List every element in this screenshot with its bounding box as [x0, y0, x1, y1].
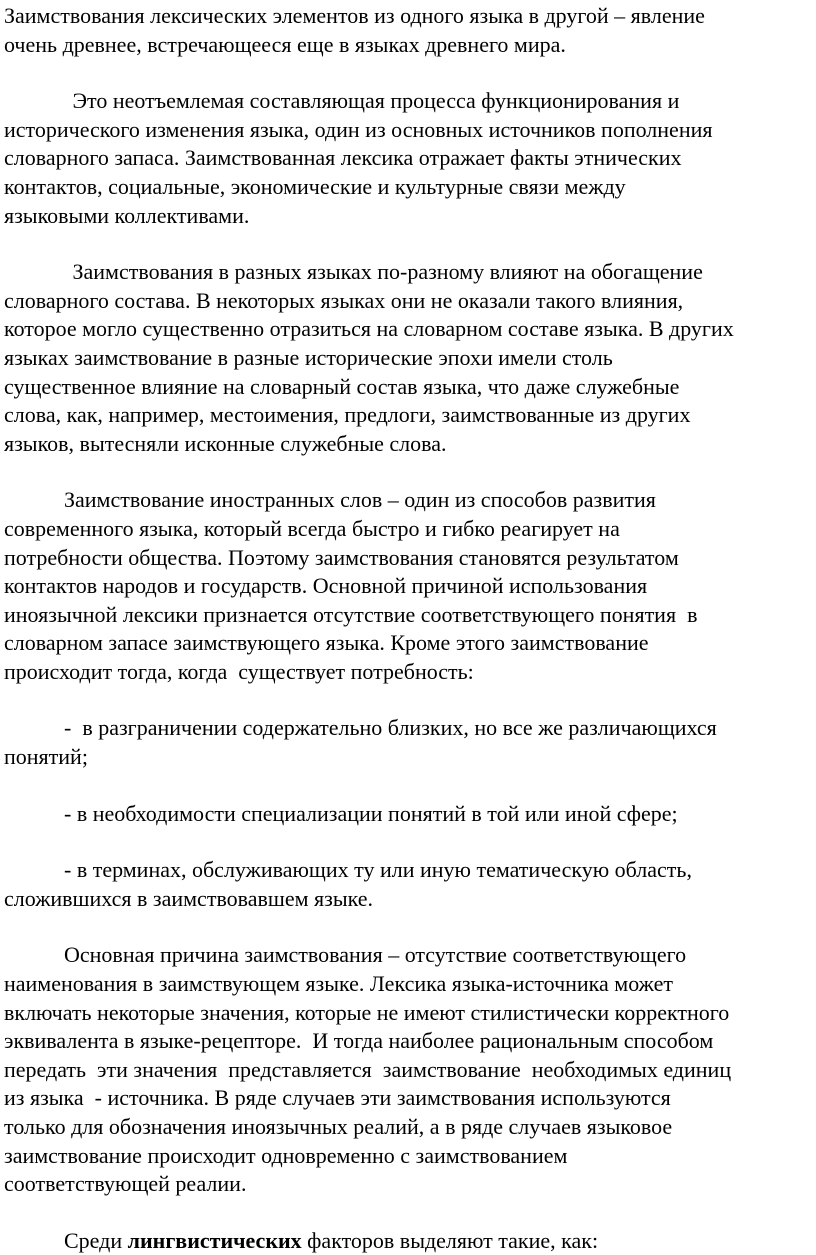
- text-line: передать эти значения представляется заимствование необходимых единиц: [4, 1056, 732, 1082]
- text-line: которое могло существенно отразиться на словарном составе языка. В других: [4, 316, 734, 342]
- paragraph: [0, 258, 816, 458]
- text-line: Заимствование иностранных слов – один из способов развития: [64, 487, 656, 513]
- list-item: [0, 714, 816, 771]
- text-line: - в терминах, обслуживающих ту или иную тематическую область,: [64, 857, 692, 883]
- text-line: Заимствования лексических элементов из одного языка в другой – явление: [4, 3, 705, 28]
- text-line: слова, как, например, местоимения, предлоги, заимствованные из других: [4, 402, 691, 428]
- paragraph: [0, 1227, 816, 1255]
- text-line: заимствование происходит одновременно с заимствованием: [4, 1142, 568, 1168]
- paragraph: [0, 87, 816, 230]
- text-line: очень древнее, встречающееся еще в языках древнего мира.: [4, 31, 566, 57]
- text-line: языковыми коллективами.: [4, 202, 250, 228]
- text-line: только для обозначения иноязычных реалий, а в ряде случаев языковое: [4, 1114, 673, 1139]
- text-line: сложившихся в заимствовавшем языке.: [4, 885, 374, 911]
- text-line: эквивалента в языке-рецепторе. И тогда наиболее рациональным способом: [4, 1028, 714, 1054]
- text-line: иноязычной лексики признается отсутствие соответствующего понятия в: [4, 601, 698, 627]
- text-line: Заимствования в разных языках по-разному влияют на обогащение: [67, 259, 703, 285]
- paragraph: [0, 941, 816, 1198]
- paragraph-gap: [0, 59, 816, 87]
- text-line: потребности общества. Поэтому заимствования становятся результатом: [4, 544, 679, 570]
- text-line: современного языка, который всегда быстро и гибко реагирует на: [4, 515, 620, 541]
- paragraph-gap: [0, 828, 816, 856]
- text-line: наименования в заимствующем языке. Лексика языка-источника может: [4, 971, 673, 997]
- paragraph-gap: [0, 913, 816, 941]
- text-line: Это неотъемлемая составляющая процесса функционирования и: [67, 88, 680, 114]
- text-line: [4, 1227, 812, 1255]
- text-line: Основная причина заимствования – отсутствие соответствующего: [64, 942, 687, 968]
- text-line: контактов, социальные, экономические и культурные связи между: [4, 173, 626, 199]
- text-run: Среди: [64, 1227, 128, 1253]
- list-item: [0, 800, 816, 829]
- text-line: словарном запасе заимствующего языка. Кроме этого заимствование: [4, 630, 649, 656]
- text-line: включать некоторые значения, которые не имеют стилистически корректного: [4, 999, 730, 1025]
- text-line: понятий;: [4, 744, 88, 770]
- text-line: исторического изменения языка, один из основных источников пополнения: [4, 116, 713, 142]
- text-line: словарного запаса. Заимствованная лексика отражает факты этнических: [4, 145, 682, 171]
- text-line: контактов народов и государств. Основной причиной использования: [4, 573, 648, 599]
- bold-term: лингвистических: [127, 1227, 302, 1253]
- text-line: соответствующей реалии.: [4, 1171, 247, 1197]
- paragraph-gap: [0, 230, 816, 258]
- text-line: - в разграничении содержательно близких, но все же различающихся: [64, 715, 717, 741]
- text-line: существенное влияние на словарный состав языка, что даже служебные: [4, 373, 680, 399]
- text-line: языков, вытесняли исконные служебные слова.: [4, 430, 447, 456]
- paragraph-gap: [0, 772, 816, 800]
- paragraph-gap: [0, 686, 816, 714]
- text-line: - в необходимости специализации понятий в той или иной сфере;: [64, 800, 678, 826]
- text-line: происходит тогда, когда существует потребность:: [4, 658, 474, 684]
- paragraph-gap: [0, 458, 816, 486]
- text-line: из языка - источника. В ряде случаев эти заимствования используются: [4, 1085, 671, 1111]
- text-run: факторов выделяют такие, как:: [301, 1227, 599, 1253]
- paragraph: [0, 486, 816, 686]
- text-line: словарного состава. В некоторых языках они не оказали такого влияния,: [4, 287, 684, 313]
- list-item: [0, 856, 816, 913]
- paragraph-gap: [0, 1199, 816, 1227]
- text-line: языках заимствование в разные исторические эпохи имели столь: [4, 344, 613, 370]
- paragraph: [0, 0, 816, 59]
